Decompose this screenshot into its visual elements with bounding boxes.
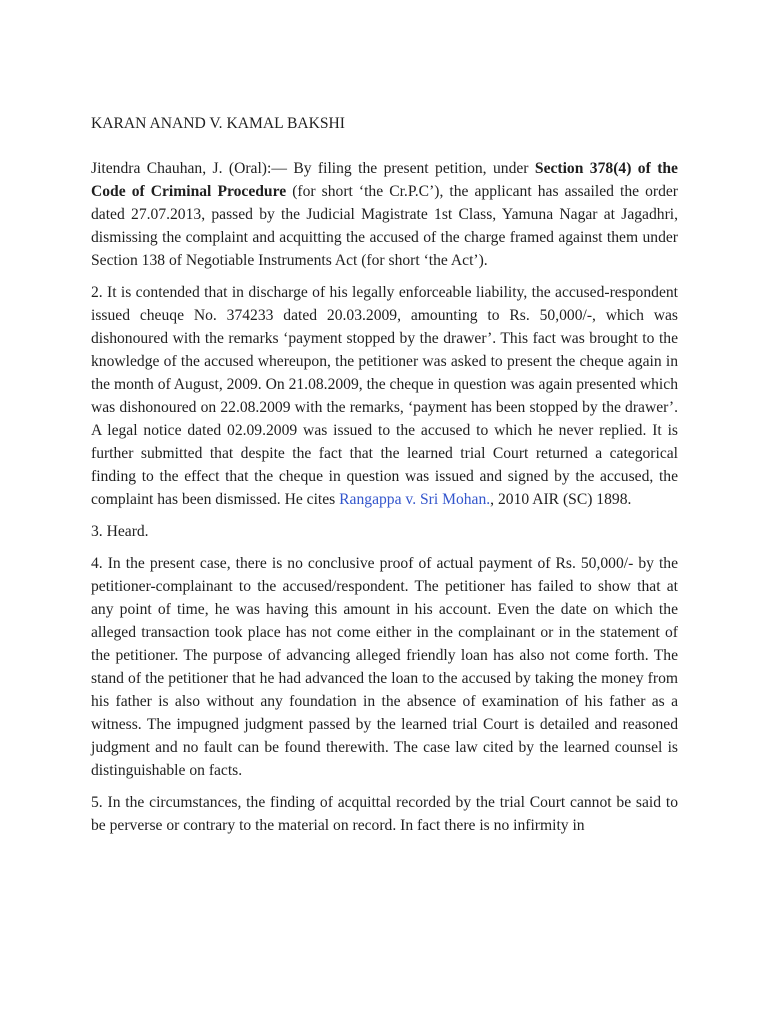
paragraph-1-text-a: Jitendra Chauhan, J. (Oral):— By filing the present petition, under — [91, 160, 535, 177]
document-page — [91, 112, 678, 846]
paragraph-5: 5. In the circumstances, the finding of acquittal recorded by the trial Court cannot be said to be perverse or contrary to the material on record. In fact there is no infirmity in — [91, 794, 678, 834]
statute-reference: Section 378(4) of the Code of Criminal Procedure — [91, 160, 678, 200]
case-title: KARAN ANAND V. KAMAL BAKSHI — [91, 115, 345, 132]
paragraph-2-text-b: , 2010 AIR (SC) 1898. — [490, 491, 632, 508]
paragraph-1 — [91, 157, 678, 272]
paragraph-2 — [91, 281, 678, 511]
paragraph-1-text-b: (for short ‘the Cr.P.C’), the applicant has assailed the order dated 27.07.2013, passed by the Judicial Magistrate 1st Class, Yamuna Nagar at Jagadhri, dismissing the complaint and acquitting the accused of the charge framed against them under Section 138 of Negotiable Instruments Act (for short ‘the Act’). — [91, 183, 678, 269]
paragraph-4: 4. In the present case, there is no conclusive proof of actual payment of Rs. 50,000/- by the petitioner-complainant to the accused/respondent. The petitioner has failed to show that at any point of time, he was having this amount in his account. Even the date on which the alleged transaction took place has not come either in the complainant or in the statement of the petitioner. The purpose of advancing alleged friendly loan has also not come forth. The stand of the petitioner that he had advanced the loan to the accused by taking the money from his father is also without any foundation in the absence of examination of his father as a witness. The impugned judgment passed by the learned trial Court is detailed and reasoned judgment and no fault can be found therewith. The case law cited by the learned counsel is distinguishable on facts. — [91, 555, 678, 779]
paragraph-3: 3. Heard. — [91, 523, 149, 540]
paragraph-2-text-a: 2. It is contended that in discharge of his legally enforceable liability, the accused-respondent issued cheuqe No. 374233 dated 20.03.2009, amounting to Rs. 50,000/-, which was dishonoured with the remarks ‘payment stopped by the drawer’. This fact was brought to the knowledge of the accused whereupon, the petitioner was asked to present the cheque again in the month of August, 2009. On 21.08.2009, the cheque in question was again presented which was dishonoured on 22.08.2009 with the remarks, ‘payment has been stopped by the drawer’. A legal notice dated 02.09.2009 was issued to the accused to which he never replied. It is further submitted that despite the fact that the learned trial Court returned a categorical finding to the effect that the cheque in question was issued and signed by the accused, the complaint has been dismissed. He cites — [91, 284, 678, 508]
case-citation-link[interactable]: Rangappa v. Sri Mohan. — [339, 491, 491, 508]
